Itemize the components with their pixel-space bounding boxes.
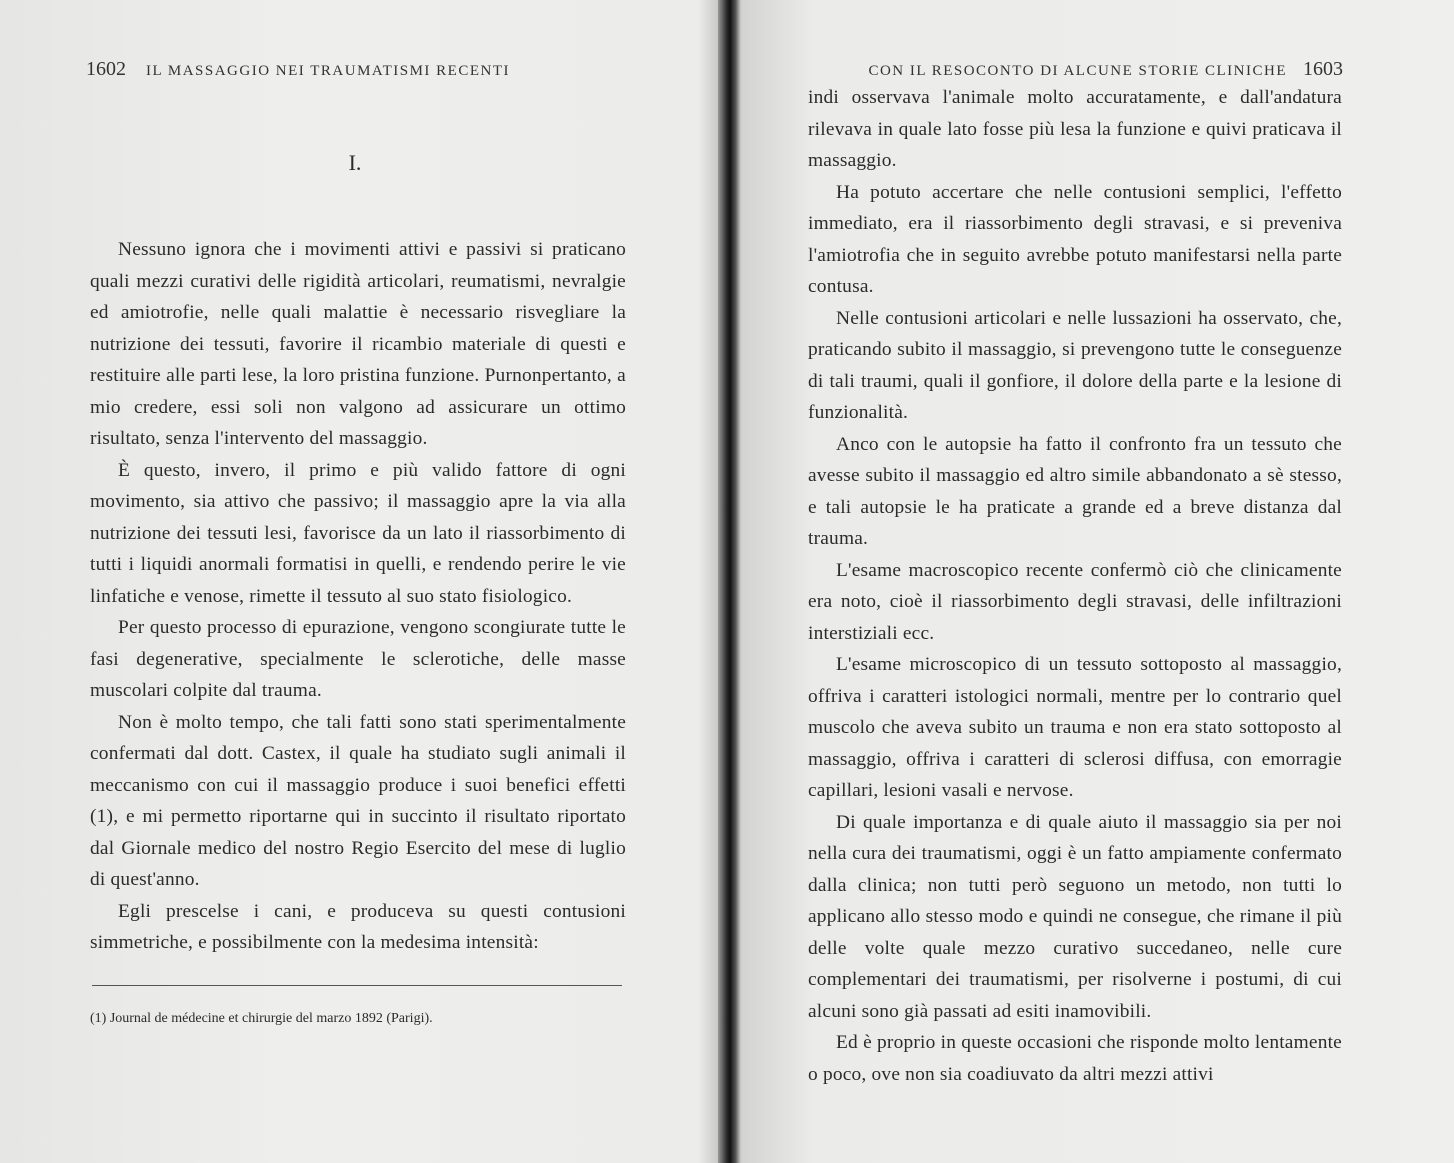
left-page-number: 1602 bbox=[86, 58, 126, 80]
left-running-head bbox=[86, 58, 626, 81]
section-number: I. bbox=[348, 150, 362, 175]
right-running-head bbox=[865, 58, 1343, 81]
paragraph: È questo, invero, il primo e più valido fattore di ogni movimento, sia attivo che passivo; il massaggio apre la via alla nutrizione dei tessuti lesi, favorisce da un lato il riassorbimento di tutti i liquidi anormali formatisi in quelli, e rendendo perire le vie linfatiche e venose, rimette il tessuto al suo stato fisiologico. bbox=[90, 459, 626, 607]
left-running-head-text: IL MASSAGGIO NEI TRAUMATISMI RECENTI bbox=[146, 63, 510, 79]
continuation-paragraph: indi osservava l'animale molto accuratamente, e dall'andatura rilevava in quale lato fosse più lesa la funzione e quivi praticava il massaggio. bbox=[808, 87, 1342, 171]
paragraph: L'esame macroscopico recente confermò ciò che clinicamente era noto, cioè il riassorbimento degli stravasi, delle infiltrazioni interstiziali ecc. bbox=[808, 559, 1342, 644]
left-body-text bbox=[90, 234, 626, 959]
paragraph: Nessuno ignora che i movimenti attivi e passivi si praticano quali mezzi curativi delle rigidità articolari, reumatismi, nevralgie ed amiotrofie, nelle quali malattie è necessario risvegliare la nutrizione dei tessuti, favorire il ricambio materiale di questi e restituire alle parti lese, la loro pristina funzione. Purnonpertanto, a mio credere, essi soli non valgono ad assicurare un ottimo risultato, senza l'intervento del massaggio. bbox=[90, 239, 626, 449]
left-page bbox=[0, 0, 725, 1163]
paragraph: Di quale importanza e di quale aiuto il massaggio sia per noi nella cura dei traumatismi, oggi è un fatto ampiamente confermato dalla clinica; non tutti però seguono un metodo, non tutti lo applicano allo stesso modo e quindi ne consegue, che rimane il più delle volte quale mezzo curativo succedaneo, nelle cure complementari dei traumatismi, per risolverne i postumi, di cui alcuni sono già passati ad esiti inamovibili. bbox=[808, 811, 1342, 1022]
right-page bbox=[735, 0, 1454, 1163]
paragraph: L'esame microscopico di un tessuto sottoposto al massaggio, offriva i caratteri istologici normali, mentre per lo contrario quel muscolo che aveva subito un trauma e non era stato sottoposto al massaggio, offriva i caratteri di sclerosi diffusa, con emorragie capillari, lesioni vasali e nervose. bbox=[808, 654, 1342, 801]
right-body-text bbox=[808, 82, 1342, 1090]
paragraph: Per questo processo di epurazione, vengono scongiurate tutte le fasi degenerative, specialmente le sclerotiche, delle masse muscolari colpite dal trauma. bbox=[90, 617, 626, 701]
footnote-divider bbox=[92, 985, 622, 986]
paragraph: Egli prescelse i cani, e produceva su questi contusioni simmetriche, e possibilmente con la medesima intensità: bbox=[90, 900, 626, 953]
right-running-head-text: CON IL RESOCONTO DI ALCUNE STORIE CLINICHE bbox=[868, 63, 1287, 79]
paragraph: Non è molto tempo, che tali fatti sono stati sperimentalmente confermati dal dott. Castex, il quale ha studiato sugli animali il meccanismo con cui il massaggio produce i suoi benefici effetti (1), e mi permetto riportarne qui in succinto il risultato riportato dal Giornale medico del nostro Regio Esercito del mese di luglio di quest'anno. bbox=[90, 711, 626, 890]
paragraph: Nelle contusioni articolari e nelle lussazioni ha osservato, che, praticando subito il massaggio, si prevengono tutte le conseguenze di tali traumi, quali il gonfiore, il dolore della parte e la lesione di funzionalità. bbox=[808, 307, 1342, 423]
right-page-number: 1603 bbox=[1303, 58, 1343, 80]
paragraph: Ha potuto accertare che nelle contusioni semplici, l'effetto immediato, era il riassorbimento degli stravasi, e si preveniva l'amiotrofia che in seguito avrebbe potuto manifestarsi nella parte contusa. bbox=[808, 181, 1342, 297]
paragraph: Anco con le autopsie ha fatto il confronto fra un tessuto che avesse subito il massaggio ed altro simile abbandonato a sè stesso, e tali autopsie le ha praticate a grande ed a breve distanza dal trauma. bbox=[808, 433, 1342, 549]
footnote: (1) Journal de médecine et chirurgie del marzo 1892 (Parigi). bbox=[90, 1011, 433, 1026]
paragraph: Ed è proprio in queste occasioni che risponde molto lentamente o poco, ove non sia coadiuvato da altri mezzi attivi bbox=[808, 1032, 1342, 1085]
